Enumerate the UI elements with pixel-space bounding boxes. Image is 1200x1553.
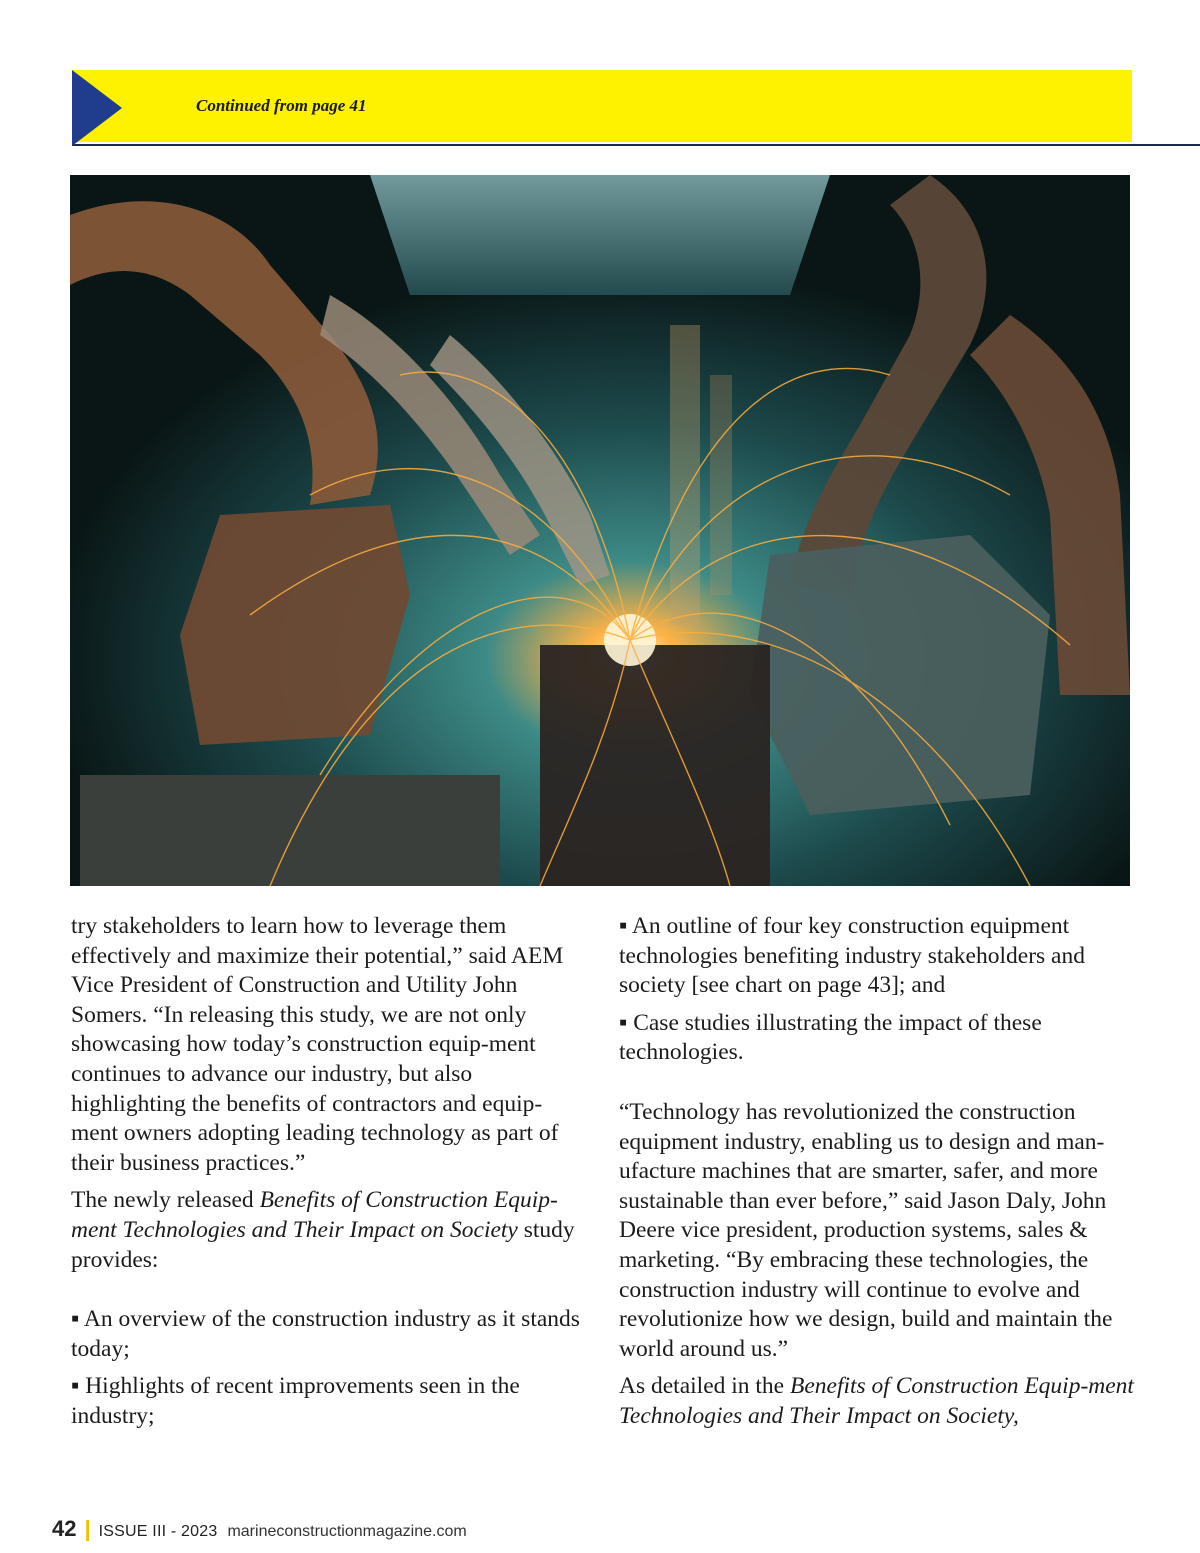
bullet-item: ▪ Highlights of recent improvements seen in the industry; (71, 1373, 520, 1429)
website-link[interactable]: marineconstructionmagazine.com (227, 1523, 467, 1540)
body-paragraph-detailed (619, 1372, 1134, 1431)
study-title: Benefits of Construction Equip-ment Technologies and Their Impact on Society, (619, 1373, 1134, 1429)
industrial-welding-robots-photo (70, 175, 1130, 886)
page-footer (52, 1516, 467, 1546)
text-run: study provides: (71, 1216, 575, 1273)
text-run: The newly released (71, 1187, 260, 1214)
body-paragraph-study-intro (71, 1186, 586, 1275)
bullet-item: ▪ An outline of four key construction equipment technologies benefiting industry stakeholders and society [see chart on page 43]; and (619, 913, 1085, 999)
quote-paragraph: “Technology has revolutionized the construction equipment industry, enabling us to design and man-ufacture machines that are smarter, safer, and more sustainable than ever before,” said Jason Daly, John Deere vice president, production systems, sales & marketing. “By embracing these technologies, the construction industry will continue to evolve and revolutionize how we design, build and maintain the world around us.” (619, 1098, 1113, 1362)
right-column (619, 912, 1134, 1440)
study-title: Benefits of Construction Equip-ment Technologies and Their Impact on Society (71, 1187, 558, 1243)
bullet-item: ▪ Case studies illustrating the impact of these technologies. (619, 1009, 1042, 1066)
banner-rule (72, 144, 1200, 146)
welding-robots-photo (70, 175, 1130, 886)
banner-arrow-icon (72, 70, 122, 146)
footer-separator: | (84, 1516, 91, 1541)
text-run: As detailed in the (619, 1373, 790, 1400)
page-number: 42 (52, 1516, 77, 1541)
left-column (71, 912, 586, 1440)
body-paragraph: try stakeholders to learn how to leverage them effectively and maximize their potential,” said AEM Vice President of Construction and Utility John Somers. “In releasing this study, we are not only showcasing how today’s construction equip-ment continues to advance our industry, but also highlighting the benefits of contractors and equip-ment owners adopting leading technology as part of their business practices.” (71, 913, 564, 1176)
continued-from-label: Continued from page 41 (196, 96, 367, 115)
issue-label: ISSUE III - 2023 (98, 1523, 218, 1540)
bullet-item: ▪ An overview of the construction industry as it stands today; (71, 1306, 580, 1362)
